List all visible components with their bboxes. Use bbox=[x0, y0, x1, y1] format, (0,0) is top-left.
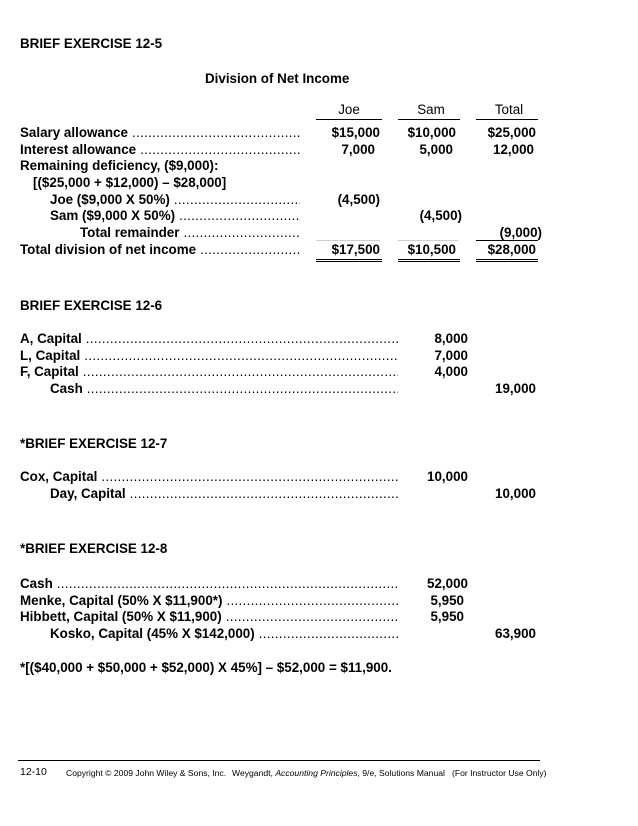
be5-row-total: $25,000 bbox=[487, 125, 536, 140]
footer-note: (For Instructor Use Only) bbox=[452, 768, 547, 778]
be8-row-label: Cash ..... bbox=[20, 576, 398, 592]
subtotal-line-total bbox=[476, 240, 538, 241]
be8-row-label: Kosko, Capital (45% X $142,000) ..... bbox=[50, 626, 398, 642]
be7-row-label: Day, Capital ..... bbox=[50, 486, 398, 502]
be6-row-debit: 7,000 bbox=[434, 348, 468, 363]
footer-book bbox=[232, 768, 445, 778]
be5-row-total: (9,000) bbox=[499, 225, 542, 240]
footer-rule bbox=[18, 760, 540, 761]
be5-row-label: Total division of net income ..... bbox=[20, 242, 300, 258]
be6-row-label: F, Capital ..... bbox=[20, 364, 398, 380]
footer-book-prefix: Weygandt, bbox=[232, 768, 276, 778]
be5-row-joe: $15,000 bbox=[331, 125, 380, 140]
col-header-total: Total bbox=[494, 102, 524, 117]
col-header-joe: Joe bbox=[338, 102, 360, 117]
be5-row-label: Remaining deficiency, ($9,000): bbox=[20, 158, 219, 173]
be6-row-label: Cash ..... bbox=[50, 381, 398, 397]
be7-row-credit: 10,000 bbox=[495, 486, 536, 501]
col-underline-sam bbox=[398, 119, 460, 120]
be5-row-joe: $17,500 bbox=[331, 242, 380, 257]
be8-row-label: Hibbett, Capital (50% X $11,900) ..... bbox=[20, 609, 398, 625]
be5-row-sam: (4,500) bbox=[419, 208, 462, 223]
be8-heading: *BRIEF EXERCISE 12-8 bbox=[20, 541, 168, 556]
be6-row-debit: 4,000 bbox=[434, 364, 468, 379]
be5-heading: BRIEF EXERCISE 12-5 bbox=[20, 36, 163, 51]
total-double-line-total bbox=[476, 259, 538, 262]
be5-row-joe: 7,000 bbox=[341, 142, 375, 157]
be5-row-label: Interest allowance ..... bbox=[20, 142, 300, 158]
be5-row-label: Salary allowance ..... bbox=[20, 125, 300, 141]
be8-row-debit: 5,950 bbox=[430, 593, 464, 608]
be8-row-label: Menke, Capital (50% X $11,900*) ..... bbox=[20, 593, 398, 609]
be8-row-credit: 63,900 bbox=[495, 626, 536, 641]
be6-row-label: L, Capital ..... bbox=[20, 348, 398, 364]
be8-footnote: *[($40,000 + $50,000 + $52,000) X 45%] – $52,000 = $11,900. bbox=[20, 660, 392, 675]
be5-row-sam: 5,000 bbox=[419, 142, 453, 157]
be5-row-sam: $10,500 bbox=[407, 242, 456, 257]
be7-heading: *BRIEF EXERCISE 12-7 bbox=[20, 436, 168, 451]
be8-row-debit: 52,000 bbox=[427, 576, 468, 591]
subtotal-line-sam bbox=[398, 240, 458, 241]
be5-row-label: Joe ($9,000 X 50%) ..... bbox=[50, 192, 300, 208]
be5-row-joe: (4,500) bbox=[337, 192, 380, 207]
be6-row-credit: 19,000 bbox=[495, 381, 536, 396]
be6-row-debit: 8,000 bbox=[434, 331, 468, 346]
be5-subtitle: Division of Net Income bbox=[205, 71, 350, 86]
be5-row-total: $28,000 bbox=[487, 242, 536, 257]
col-underline-joe bbox=[316, 119, 382, 120]
be7-row-debit: 10,000 bbox=[427, 469, 468, 484]
be6-heading: BRIEF EXERCISE 12-6 bbox=[20, 298, 163, 313]
page-number: 12-10 bbox=[20, 766, 47, 778]
be5-row-sam: $10,000 bbox=[407, 125, 456, 140]
subtotal-line-joe bbox=[316, 240, 380, 241]
be5-row-total: 12,000 bbox=[493, 142, 534, 157]
col-underline-total bbox=[476, 119, 538, 120]
be6-row-label: A, Capital ..... bbox=[20, 331, 398, 347]
be8-row-debit: 5,950 bbox=[430, 609, 464, 624]
col-header-sam: Sam bbox=[417, 102, 445, 117]
footer-copyright: Copyright © 2009 John Wiley & Sons, Inc. bbox=[66, 768, 227, 778]
footer-book-title: Accounting Principles bbox=[275, 768, 358, 778]
be5-row-label: Total remainder ..... bbox=[80, 225, 300, 241]
total-double-line-joe bbox=[316, 259, 382, 262]
be7-row-label: Cox, Capital ..... bbox=[20, 469, 398, 485]
footer-book-suffix: , 9/e, Solutions Manual bbox=[357, 768, 445, 778]
total-double-line-sam bbox=[398, 259, 460, 262]
be5-row-label: [($25,000 + $12,000) – $28,000] bbox=[33, 175, 227, 190]
be5-row-label: Sam ($9,000 X 50%) ..... bbox=[50, 208, 300, 224]
